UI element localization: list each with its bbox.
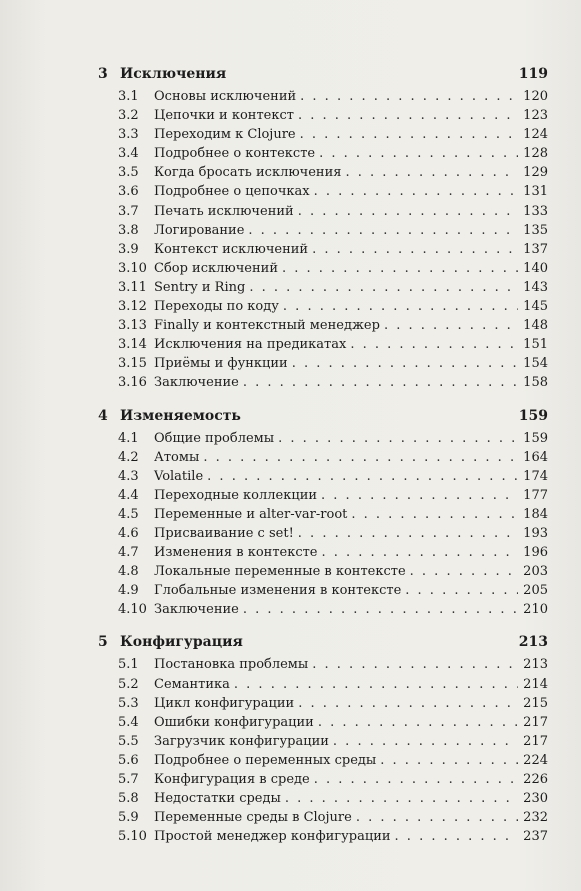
section-page-number: 137 bbox=[523, 241, 548, 257]
dot-leader bbox=[395, 827, 518, 846]
chapter-number: 4 bbox=[98, 407, 108, 424]
chapter-section bbox=[96, 634, 548, 846]
toc-entry bbox=[96, 467, 548, 486]
section-number: 4.7 bbox=[118, 545, 139, 561]
toc-entry bbox=[96, 163, 548, 182]
section-title: Volatile bbox=[154, 468, 204, 484]
toc-entry bbox=[96, 125, 548, 144]
toc-entry bbox=[96, 373, 548, 392]
section-title: Цикл конфигурации bbox=[154, 695, 295, 711]
section-title: Приёмы и функции bbox=[154, 356, 288, 372]
section-number: 3.11 bbox=[118, 279, 147, 295]
dot-leader bbox=[292, 354, 518, 373]
section-title: Заключение bbox=[154, 602, 239, 618]
dot-leader bbox=[322, 543, 519, 562]
section-title: Логирование bbox=[154, 222, 245, 238]
chapter-number: 3 bbox=[98, 66, 108, 82]
section-number: 5.7 bbox=[118, 772, 139, 787]
dot-leader bbox=[314, 182, 518, 201]
section-number: 3.5 bbox=[118, 165, 139, 181]
section-number: 3.10 bbox=[118, 260, 147, 276]
dot-leader bbox=[333, 732, 518, 751]
section-title: Подробнее о переменных среды bbox=[154, 752, 377, 768]
dot-leader bbox=[243, 373, 518, 392]
toc-entry bbox=[96, 87, 548, 106]
section-number: 5.4 bbox=[118, 714, 139, 730]
section-page-number: 135 bbox=[523, 222, 548, 238]
section-page-number: 214 bbox=[523, 676, 548, 692]
section-number: 4.9 bbox=[118, 583, 139, 599]
section-number: 3.1 bbox=[118, 89, 139, 104]
section-page-number: 217 bbox=[523, 733, 548, 749]
dot-leader bbox=[234, 675, 518, 694]
section-title: Печать исключений bbox=[154, 203, 294, 219]
section-page-number: 154 bbox=[523, 356, 548, 372]
section-title: Цепочки и контекст bbox=[154, 108, 294, 124]
section-page-number: 120 bbox=[523, 89, 548, 104]
toc-entry bbox=[96, 562, 548, 581]
section-page-number: 148 bbox=[523, 318, 548, 334]
section-number: 4.6 bbox=[118, 525, 139, 541]
dot-leader bbox=[314, 770, 518, 789]
section-page-number: 196 bbox=[523, 545, 548, 561]
section-page-number: 131 bbox=[523, 184, 548, 200]
section-number: 4.3 bbox=[118, 468, 139, 484]
toc-entry bbox=[96, 732, 548, 751]
dot-leader bbox=[380, 751, 518, 770]
dot-leader bbox=[207, 467, 518, 486]
section-number: 3.12 bbox=[118, 299, 147, 315]
section-page-number: 128 bbox=[523, 146, 548, 162]
toc-entry bbox=[96, 354, 548, 373]
toc-entry bbox=[96, 278, 548, 297]
toc-entry bbox=[96, 316, 548, 335]
section-title: Переходные коллекции bbox=[154, 487, 318, 503]
dot-leader bbox=[249, 278, 518, 297]
section-page-number: 145 bbox=[523, 299, 548, 315]
toc-entry bbox=[96, 770, 548, 789]
section-title: Основы исключений bbox=[154, 89, 297, 104]
section-number: 3.15 bbox=[118, 356, 147, 372]
section-title: Локальные переменные в контексте bbox=[154, 564, 406, 580]
section-title: Сбор исключений bbox=[154, 260, 278, 276]
section-page-number: 133 bbox=[523, 203, 548, 219]
section-number: 5.10 bbox=[118, 829, 147, 845]
chapter-page-number: 159 bbox=[518, 407, 548, 424]
section-list bbox=[96, 655, 548, 846]
dot-leader bbox=[384, 316, 518, 335]
section-number: 4.5 bbox=[118, 506, 139, 522]
dot-leader bbox=[248, 221, 518, 240]
dot-leader bbox=[278, 429, 518, 448]
section-page-number: 193 bbox=[523, 525, 548, 541]
section-title: Когда бросать исключения bbox=[154, 165, 342, 181]
dot-leader bbox=[312, 240, 518, 259]
section-page-number: 184 bbox=[523, 506, 548, 522]
section-page-number: 215 bbox=[523, 695, 548, 711]
section-title: Подробнее о контексте bbox=[154, 146, 316, 162]
dot-leader bbox=[285, 789, 518, 808]
section-title: Глобальные изменения в контексте bbox=[154, 583, 402, 599]
section-page-number: 232 bbox=[523, 810, 548, 826]
section-title: Заключение bbox=[154, 375, 239, 391]
toc-entry bbox=[96, 505, 548, 524]
dot-leader bbox=[300, 125, 518, 144]
section-number: 4.1 bbox=[118, 430, 139, 446]
section-number: 5.1 bbox=[118, 657, 139, 673]
dot-leader bbox=[298, 524, 518, 543]
toc-entry bbox=[96, 675, 548, 694]
toc-entry bbox=[96, 808, 548, 827]
section-number: 4.4 bbox=[118, 487, 139, 503]
toc-entry bbox=[96, 524, 548, 543]
toc-entry bbox=[96, 182, 548, 201]
chapter-title: Конфигурация bbox=[120, 634, 243, 651]
section-title: Общие проблемы bbox=[154, 430, 275, 446]
section-number: 3.16 bbox=[118, 375, 147, 391]
toc-entry bbox=[96, 581, 548, 600]
section-page-number: 129 bbox=[523, 165, 548, 181]
dot-leader bbox=[283, 297, 518, 316]
section-page-number: 210 bbox=[523, 602, 548, 618]
dot-leader bbox=[312, 655, 518, 674]
section-page-number: 123 bbox=[523, 108, 548, 124]
chapter-title: Изменяемость bbox=[120, 407, 241, 424]
chapter-heading bbox=[96, 634, 548, 654]
section-title: Контекст исключений bbox=[154, 241, 309, 257]
toc-entry bbox=[96, 106, 548, 125]
dot-leader bbox=[282, 259, 518, 278]
section-number: 5.5 bbox=[118, 733, 139, 749]
section-title: Конфигурация в среде bbox=[154, 772, 310, 787]
toc-entry bbox=[96, 335, 548, 354]
dot-leader bbox=[298, 694, 518, 713]
toc-entry bbox=[96, 486, 548, 505]
dot-leader bbox=[298, 106, 518, 125]
section-page-number: 224 bbox=[523, 752, 548, 768]
section-title: Присваивание с set! bbox=[154, 525, 294, 541]
section-page-number: 151 bbox=[523, 337, 548, 353]
section-title: Finally и контекстный менеджер bbox=[154, 318, 380, 334]
section-page-number: 174 bbox=[523, 468, 548, 484]
section-title: Исключения на предикатах bbox=[154, 337, 347, 353]
toc-entry bbox=[96, 144, 548, 163]
section-page-number: 205 bbox=[523, 583, 548, 599]
toc-entry bbox=[96, 240, 548, 259]
section-title: Изменения в контексте bbox=[154, 545, 318, 561]
section-title: Загрузчик конфигурации bbox=[154, 733, 329, 749]
section-title: Ошибки конфигурации bbox=[154, 714, 314, 730]
section-number: 3.4 bbox=[118, 146, 139, 162]
section-number: 5.6 bbox=[118, 752, 139, 768]
section-number: 5.3 bbox=[118, 695, 139, 711]
toc-entry bbox=[96, 694, 548, 713]
section-number: 5.8 bbox=[118, 791, 139, 807]
section-page-number: 143 bbox=[523, 279, 548, 295]
section-page-number: 217 bbox=[523, 714, 548, 730]
toc-entry bbox=[96, 448, 548, 467]
chapter-heading bbox=[96, 408, 548, 428]
toc-entry bbox=[96, 600, 548, 619]
toc-entry bbox=[96, 827, 548, 846]
section-title: Недостатки среды bbox=[154, 791, 281, 807]
toc-entry bbox=[96, 751, 548, 770]
section-number: 3.2 bbox=[118, 108, 139, 124]
section-number: 3.8 bbox=[118, 222, 139, 238]
dot-leader bbox=[321, 486, 518, 505]
section-title: Переходим к Clojure bbox=[154, 127, 296, 143]
dot-leader bbox=[203, 448, 518, 467]
toc-entry bbox=[96, 429, 548, 448]
dot-leader bbox=[298, 202, 518, 221]
section-page-number: 230 bbox=[523, 791, 548, 807]
section-page-number: 177 bbox=[523, 487, 548, 503]
section-title: Sentry и Ring bbox=[154, 279, 246, 295]
chapter-page-number: 213 bbox=[518, 634, 548, 651]
toc-entry bbox=[96, 655, 548, 674]
section-number: 3.7 bbox=[118, 203, 139, 219]
section-title: Атомы bbox=[154, 449, 200, 465]
dot-leader bbox=[405, 581, 518, 600]
section-number: 5.9 bbox=[118, 810, 139, 826]
section-number: 3.9 bbox=[118, 241, 139, 257]
section-page-number: 124 bbox=[523, 127, 548, 143]
dot-leader bbox=[300, 87, 518, 106]
section-number: 3.13 bbox=[118, 318, 147, 334]
chapter-section bbox=[96, 66, 548, 393]
chapter-number: 5 bbox=[98, 634, 108, 651]
toc-entry bbox=[96, 713, 548, 732]
section-title: Переменные и alter-var-root bbox=[154, 506, 348, 522]
section-number: 4.10 bbox=[118, 602, 147, 618]
section-title: Семантика bbox=[154, 676, 230, 692]
section-title: Переходы по коду bbox=[154, 299, 279, 315]
section-title: Простой менеджер конфигурации bbox=[154, 829, 391, 845]
section-page-number: 203 bbox=[523, 564, 548, 580]
section-title: Подробнее о цепочках bbox=[154, 184, 310, 200]
section-title: Переменные среды в Clojure bbox=[154, 810, 352, 826]
chapter-title: Исключения bbox=[120, 66, 227, 82]
section-list bbox=[96, 429, 548, 620]
toc-entry bbox=[96, 202, 548, 221]
dot-leader bbox=[318, 713, 518, 732]
toc-entry bbox=[96, 789, 548, 808]
toc-entry bbox=[96, 259, 548, 278]
section-page-number: 237 bbox=[523, 829, 548, 845]
section-number: 4.8 bbox=[118, 564, 139, 580]
dot-leader bbox=[356, 808, 518, 827]
dot-leader bbox=[345, 163, 518, 182]
dot-leader bbox=[350, 335, 518, 354]
section-number: 3.3 bbox=[118, 127, 139, 143]
section-number: 3.6 bbox=[118, 184, 139, 200]
section-list bbox=[96, 87, 548, 393]
section-page-number: 164 bbox=[523, 449, 548, 465]
dot-leader bbox=[351, 505, 518, 524]
toc-entry bbox=[96, 297, 548, 316]
section-page-number: 140 bbox=[523, 260, 548, 276]
section-number: 5.2 bbox=[118, 676, 139, 692]
table-of-contents bbox=[96, 66, 548, 861]
section-page-number: 226 bbox=[523, 772, 548, 787]
section-title: Постановка проблемы bbox=[154, 657, 309, 673]
section-page-number: 159 bbox=[523, 430, 548, 446]
section-number: 3.14 bbox=[118, 337, 147, 353]
chapter-heading bbox=[96, 66, 548, 86]
section-number: 4.2 bbox=[118, 449, 139, 465]
section-page-number: 213 bbox=[523, 657, 548, 673]
toc-entry bbox=[96, 543, 548, 562]
chapter-section bbox=[96, 408, 548, 620]
toc-entry bbox=[96, 221, 548, 240]
chapter-page-number: 119 bbox=[518, 66, 548, 82]
dot-leader bbox=[243, 600, 518, 619]
section-page-number: 158 bbox=[523, 375, 548, 391]
dot-leader bbox=[410, 562, 518, 581]
dot-leader bbox=[319, 144, 518, 163]
